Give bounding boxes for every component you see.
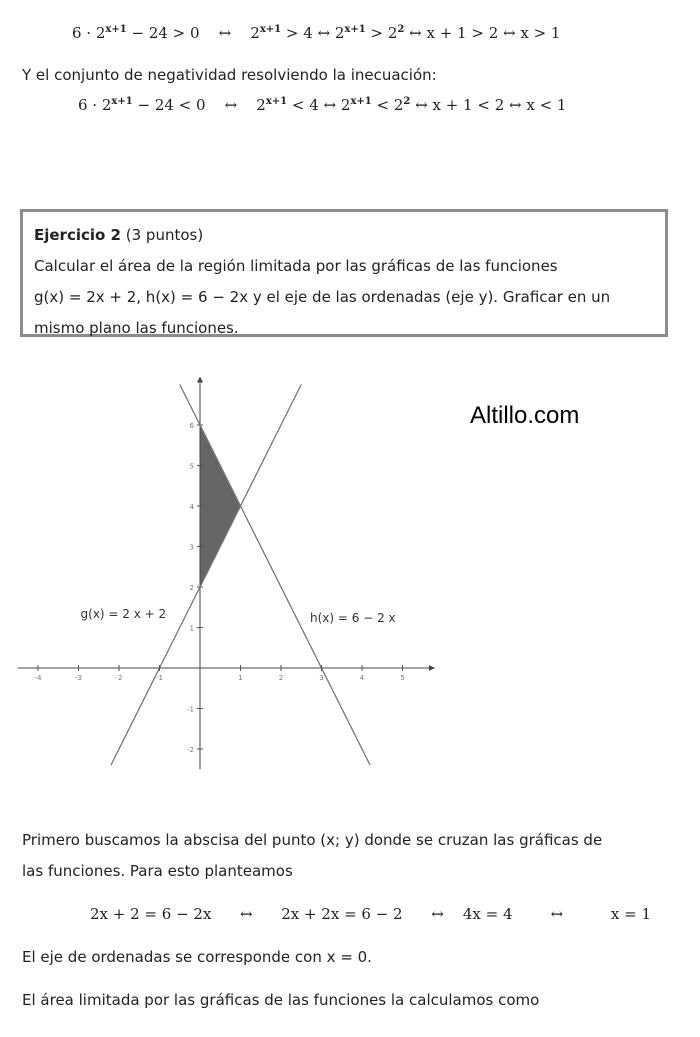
ineq1-t1exp: x+1 (259, 24, 282, 35)
ineq1-exp: x+1 (105, 24, 127, 35)
y-tick-label: 1 (189, 624, 194, 633)
y-tick-label: -1 (187, 705, 194, 714)
solution-line-2: las funciones. Para esto planteamos (22, 862, 293, 880)
x-tick-label: 1 (238, 674, 243, 682)
x-tick-label: -3 (75, 674, 82, 682)
axis-text: El eje de ordenadas se corresponde con x = 0. (22, 948, 372, 966)
ineq1-t2rest: > 2 (365, 24, 398, 42)
lines-layer (111, 385, 370, 766)
watermark: Altillo.com (470, 402, 580, 429)
ineq2-tail: ↔ x + 1 < 2 ↔ x < 1 (410, 96, 567, 114)
exercise-box (20, 209, 668, 337)
ineq2-exp: x+1 (111, 96, 133, 107)
ineq2-t2exp: x+1 (350, 96, 372, 107)
ineq2-mid: − 24 < 0 (132, 96, 206, 114)
x-tick-label: 4 (359, 674, 365, 682)
exercise-line-2: g(x) = 2x + 2, h(x) = 6 − 2x y el eje de las ordenadas (eje y). Graficar en un (34, 288, 611, 306)
x-tick-label: -4 (34, 674, 42, 682)
x-axis-arrow (429, 665, 435, 671)
inequality-negative (78, 96, 566, 114)
shade-layer (200, 425, 241, 587)
exercise-header (34, 220, 655, 251)
ineq2-lhs: 6 · 2 (78, 96, 112, 114)
x-tick-label: -1 (156, 674, 163, 682)
ineq2-arrow: ↔ (224, 96, 238, 114)
ineq1-mid: − 24 > 0 (126, 24, 200, 42)
solution-line-1: Primero buscamos la abscisa del punto (x; y) donde se cruzan las gráficas de (22, 831, 603, 849)
ineq1-t2exp: x+1 (344, 24, 366, 35)
ineq2-t3exp: 2 (403, 96, 411, 107)
label-g: g(x) = 2 x + 2 (80, 607, 167, 621)
solution-equation: 2x + 2 = 6 − 2x ↔ 2x + 2x = 6 − 2 ↔ 4x = 4 ↔ x = 1 (90, 905, 651, 923)
ineq2-t1rest: < 4 ↔ 2 (287, 96, 351, 114)
area-text: El área limitada por las gráficas de las funciones la calculamos como (22, 991, 540, 1009)
ineq2-t1exp: x+1 (265, 96, 288, 107)
shaded-area (200, 425, 241, 587)
ineq1-t3exp: 2 (397, 24, 405, 35)
inequality-positive (72, 24, 560, 42)
y-tick-label: 5 (189, 462, 194, 471)
x-tick-label: 2 (278, 674, 284, 682)
exercise-title: Ejercicio 2 (34, 226, 121, 244)
axes-layer (18, 377, 435, 770)
exercise-points: (3 puntos) (121, 226, 204, 244)
y-tick-label: 4 (189, 503, 194, 511)
x-tick-label: 5 (400, 674, 405, 682)
y-tick-label: -2 (187, 746, 194, 754)
function-graph (0, 370, 460, 780)
ineq1-tail: ↔ x + 1 > 2 ↔ x > 1 (404, 24, 561, 42)
ineq1-lhs: 6 · 2 (72, 24, 106, 42)
x-tick-label: -2 (115, 674, 123, 682)
ineq1-t1rest: > 4 ↔ 2 (281, 24, 345, 42)
y-tick-label: 6 (189, 422, 194, 430)
exercise-line-3: mismo plano las funciones. (34, 319, 239, 337)
ineq2-t2rest: < 2 (371, 96, 404, 114)
ineq1-t1: 2 (250, 24, 260, 42)
y-tick-label: 3 (189, 543, 194, 552)
y-tick-label: 2 (189, 584, 194, 592)
ineq1-arrow: ↔ (218, 24, 232, 42)
y-axis-arrow (197, 377, 203, 383)
x-tick-label: 3 (319, 674, 324, 682)
exercise-line-1: Calcular el área de la región limitada por las gráficas de las funciones (34, 257, 558, 275)
line-h (180, 385, 370, 766)
label-h: h(x) = 6 − 2 x (310, 611, 396, 625)
ineq2-t1: 2 (256, 96, 266, 114)
negativity-text: Y el conjunto de negatividad resolviendo la inecuación: (22, 66, 437, 84)
